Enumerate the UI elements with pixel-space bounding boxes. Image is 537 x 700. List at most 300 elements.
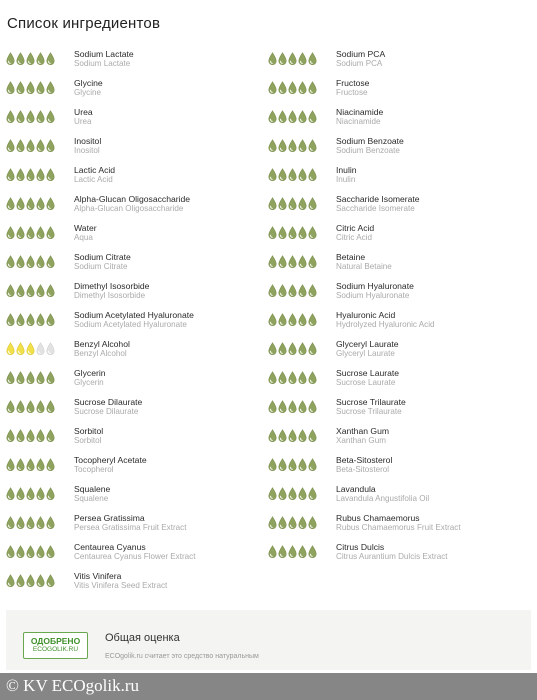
drop-icon [16,574,25,588]
ingredient-row[interactable] [268,74,530,103]
drop-icon [308,81,317,95]
ingredient-inci-name: Inulin [336,175,356,184]
ingredient-inci-name: Sucrose Trilaurate [336,407,402,416]
drop-icon [46,574,55,588]
safety-rating-drops [6,226,58,240]
ingredient-names [336,49,385,69]
ingredient-row[interactable] [6,364,268,393]
drop-icon [298,255,307,269]
drop-icon [308,52,317,66]
drop-icon [46,139,55,153]
ingredient-names [336,397,406,417]
drop-icon [16,429,25,443]
ingredient-name[interactable]: Fructose [336,78,370,88]
ingredient-row[interactable] [268,451,530,480]
safety-rating-drops [268,139,320,153]
ingredient-name[interactable]: Beta-Sitosterol [336,455,393,465]
ingredient-names [336,368,399,388]
ingredient-row[interactable] [6,335,268,364]
drop-icon [46,197,55,211]
drop-icon [36,313,45,327]
ingredient-inci-name: Sodium Citrate [74,262,128,271]
drop-icon [298,52,307,66]
drop-icon [308,139,317,153]
ingredient-name[interactable]: Citrus Dulcis [336,542,385,552]
overall-rating-text: ECOgolik.ru считает это средство натуральным [105,653,259,660]
safety-rating-drops [268,313,320,327]
drop-icon [16,139,25,153]
ingredient-row[interactable] [6,393,268,422]
drop-icon [36,226,45,240]
drop-icon [288,516,297,530]
ingredient-names [336,223,374,243]
ingredient-inci-name: Benzyl Alcohol [74,349,127,358]
ingredient-row[interactable] [6,277,268,306]
ingredient-names [336,426,389,446]
drop-icon [268,52,277,66]
ingredient-inci-name: Dimethyl Isosorbide [74,291,146,300]
drop-icon [46,429,55,443]
drop-icon [288,429,297,443]
ingredient-names [336,281,414,301]
drop-icon [308,545,317,559]
drop-icon [6,516,15,530]
ingredient-name[interactable]: Citric Acid [336,223,375,233]
ingredient-row[interactable] [6,45,268,74]
ingredient-names [336,513,461,533]
drop-icon [308,168,317,182]
safety-rating-drops [6,458,58,472]
drop-icon [6,226,15,240]
drop-icon [288,545,297,559]
ingredients-column-right [268,45,530,567]
safety-rating-drops [6,371,58,385]
ingredient-name[interactable]: Water [74,223,97,233]
ingredient-inci-name: Sucrose Dilaurate [74,407,139,416]
ingredient-inci-name: Hydrolyzed Hyaluronic Acid [336,320,435,329]
drop-icon [308,516,317,530]
approved-badge [23,632,88,659]
drop-icon [268,255,277,269]
ingredient-name[interactable]: Vitis Vinifera [74,571,122,581]
safety-rating-drops [6,255,58,269]
ingredient-inci-name: Citrus Aurantium Dulcis Extract [336,552,448,561]
watermark-text: © KV ECOgolik.ru [6,676,140,695]
ingredient-row[interactable] [268,277,530,306]
ingredient-names [74,426,103,446]
ingredient-name[interactable]: Centaurea Cyanus [74,542,146,552]
ingredient-row[interactable] [268,248,530,277]
ingredient-row[interactable] [268,422,530,451]
ingredient-names [74,513,186,533]
drop-icon [6,487,15,501]
ingredient-row[interactable] [6,306,268,335]
ingredient-name[interactable]: Niacinamide [336,107,384,117]
ingredient-names [336,252,392,272]
ingredient-row[interactable] [6,451,268,480]
ingredient-row[interactable] [268,364,530,393]
approved-badge-line2: ECOGOLIK.RU [32,646,79,653]
ingredient-names [74,194,190,214]
ingredient-names [74,339,130,359]
drop-icon [46,52,55,66]
ingredient-name[interactable]: Squalene [74,484,111,494]
ingredient-inci-name: Glyceryl Laurate [336,349,395,358]
drop-icon [36,574,45,588]
ingredient-names [74,78,103,98]
ingredient-name[interactable]: Inositol [74,136,102,146]
drop-icon [26,342,35,356]
drop-icon [288,313,297,327]
ingredients-list-title: Список ингредиентов [7,15,161,32]
safety-rating-drops [268,226,320,240]
drop-icon [36,371,45,385]
safety-rating-drops [268,284,320,298]
drop-icon [6,429,15,443]
ingredient-name[interactable]: Sodium Citrate [74,252,131,262]
drop-icon [298,284,307,298]
drop-icon [288,371,297,385]
ingredient-inci-name: Glycerin [74,378,104,387]
drop-icon [46,168,55,182]
safety-rating-drops [268,197,320,211]
ingredient-inci-name: Urea [74,117,92,126]
drop-icon [278,487,287,501]
ingredient-name[interactable]: Persea Gratissima [74,513,145,523]
ingredient-names [74,571,167,591]
ingredient-name[interactable]: Lactic Acid [74,165,116,175]
drop-icon [36,429,45,443]
drop-icon [6,574,15,588]
ingredient-name[interactable]: Glyceryl Laurate [336,339,399,349]
drop-icon [288,284,297,298]
drop-icon [288,81,297,95]
ingredient-inci-name: Natural Betaine [336,262,392,271]
ingredient-names [336,542,448,562]
ingredient-row[interactable] [6,480,268,509]
drop-icon [308,313,317,327]
ingredient-names [74,397,142,417]
ingredient-names [74,223,97,243]
ingredient-names [336,136,404,156]
drop-icon [36,487,45,501]
drop-icon [288,168,297,182]
drop-icon [46,545,55,559]
ingredient-inci-name: Squalene [74,494,109,503]
ingredient-row[interactable] [268,393,530,422]
ingredient-row[interactable] [268,132,530,161]
drop-icon [36,342,45,356]
safety-rating-drops [268,110,320,124]
drop-icon [298,516,307,530]
drop-icon [308,429,317,443]
ingredient-names [74,484,110,504]
drop-icon [298,168,307,182]
safety-rating-drops [268,458,320,472]
ingredient-name[interactable]: Alpha-Glucan Oligosaccharide [74,194,191,204]
safety-rating-drops [6,197,58,211]
drop-icon [16,487,25,501]
drop-icon [16,110,25,124]
ingredient-row[interactable] [268,45,530,74]
ingredient-names [336,78,369,98]
drop-icon [26,139,35,153]
ingredient-inci-name: Persea Gratissima Fruit Extract [74,523,187,532]
drop-icon [268,429,277,443]
ingredient-name[interactable]: Lavandula [336,484,376,494]
drop-icon [16,226,25,240]
drop-icon [278,255,287,269]
ingredient-names [74,281,149,301]
drop-icon [298,110,307,124]
drop-icon [6,342,15,356]
drop-icon [46,487,55,501]
drop-icon [16,545,25,559]
drop-icon [46,226,55,240]
drop-icon [308,110,317,124]
ingredient-row[interactable] [6,538,268,567]
ingredient-name[interactable]: Tocopheryl Acetate [74,455,147,465]
drop-icon [268,400,277,414]
ingredients-column-left [6,45,268,596]
ingredient-names [336,484,429,504]
ingredient-inci-name: Sodium Acetylated Hyaluronate [74,320,187,329]
ingredient-name[interactable]: Sucrose Dilaurate [74,397,143,407]
ingredient-names [74,368,106,388]
drop-icon [268,168,277,182]
drop-icon [36,197,45,211]
ingredient-row[interactable] [268,103,530,132]
drop-icon [278,168,287,182]
drop-icon [16,284,25,298]
ingredient-name[interactable]: Rubus Chamaemorus [336,513,420,523]
ingredient-inci-name: Xanthan Gum [336,436,386,445]
ingredient-row[interactable] [268,538,530,567]
drop-icon [308,458,317,472]
drop-icon [26,371,35,385]
ingredient-inci-name: Sodium PCA [336,59,383,68]
drop-icon [298,342,307,356]
drop-icon [6,81,15,95]
drop-icon [308,400,317,414]
drop-icon [278,139,287,153]
drop-icon [26,429,35,443]
safety-rating-drops [6,168,58,182]
drop-icon [26,516,35,530]
ingredient-row[interactable] [268,306,530,335]
safety-rating-drops [6,574,58,588]
drop-icon [16,400,25,414]
ingredient-row[interactable] [6,103,268,132]
drop-icon [298,371,307,385]
ingredient-name[interactable]: Sucrose Trilaurate [336,397,406,407]
safety-rating-drops [268,487,320,501]
overall-rating-panel [6,610,531,670]
drop-icon [278,545,287,559]
ingredient-name[interactable]: Glycerin [74,368,106,378]
drop-icon [6,284,15,298]
ingredient-row[interactable] [268,219,530,248]
drop-icon [16,458,25,472]
drop-icon [36,110,45,124]
ingredient-name[interactable]: Sodium PCA [336,49,386,59]
ingredient-inci-name: Niacinamide [336,117,381,126]
ingredient-inci-name: Sucrose Laurate [336,378,396,387]
safety-rating-drops [268,429,320,443]
ingredient-row[interactable] [6,422,268,451]
ingredient-names [336,194,420,214]
drop-icon [16,197,25,211]
drop-icon [26,110,35,124]
drop-icon [46,342,55,356]
drop-icon [36,545,45,559]
drop-icon [308,342,317,356]
drop-icon [278,516,287,530]
drop-icon [308,371,317,385]
ingredient-name[interactable]: Dimethyl Isosorbide [74,281,150,291]
ingredient-name[interactable]: Betaine [336,252,366,262]
drop-icon [16,516,25,530]
drop-icon [46,371,55,385]
safety-rating-drops [6,284,58,298]
ingredient-name[interactable]: Sodium Acetylated Hyaluronate [74,310,194,320]
ingredient-names [336,339,399,359]
approved-badge-line1: ОДОБРЕНО [30,636,81,646]
safety-rating-drops [6,429,58,443]
drop-icon [298,81,307,95]
drop-icon [308,284,317,298]
ingredient-name[interactable]: Urea [74,107,93,117]
ingredient-row[interactable] [6,219,268,248]
ingredient-inci-name: Saccharide Isomerate [336,204,415,213]
ingredient-name[interactable]: Sodium Benzoate [336,136,404,146]
drop-icon [6,139,15,153]
ingredient-row[interactable] [268,190,530,219]
ingredient-inci-name: Glycine [74,88,101,97]
drop-icon [268,81,277,95]
ingredient-inci-name: Inositol [74,146,100,155]
safety-rating-drops [6,487,58,501]
drop-icon [268,197,277,211]
drop-icon [36,284,45,298]
ingredient-names [336,165,357,185]
ingredient-inci-name: Alpha-Glucan Oligosaccharide [74,204,184,213]
drop-icon [26,255,35,269]
ingredient-name[interactable]: Hyaluronic Acid [336,310,396,320]
drop-icon [278,81,287,95]
drop-icon [46,110,55,124]
drop-icon [46,516,55,530]
ingredient-row[interactable] [268,480,530,509]
ingredient-inci-name: Citric Acid [336,233,372,242]
drop-icon [26,81,35,95]
drop-icon [308,487,317,501]
drop-icon [26,197,35,211]
ingredient-inci-name: Sodium Hyaluronate [336,291,410,300]
safety-rating-drops [6,313,58,327]
ingredient-inci-name: Fructose [336,88,368,97]
drop-icon [26,226,35,240]
drop-icon [278,226,287,240]
safety-rating-drops [268,545,320,559]
ingredient-row[interactable] [6,161,268,190]
drop-icon [278,342,287,356]
ingredient-inci-name: Centaurea Cyanus Flower Extract [74,552,196,561]
ingredient-name[interactable]: Sodium Lactate [74,49,134,59]
ingredient-row[interactable] [6,132,268,161]
drop-icon [268,371,277,385]
drop-icon [16,342,25,356]
drop-icon [298,458,307,472]
drop-icon [6,255,15,269]
drop-icon [36,168,45,182]
drop-icon [278,284,287,298]
safety-rating-drops [6,545,58,559]
drop-icon [6,400,15,414]
drop-icon [288,342,297,356]
ingredient-row[interactable] [6,509,268,538]
drop-icon [46,313,55,327]
drop-icon [298,429,307,443]
ingredient-name[interactable]: Sodium Hyaluronate [336,281,414,291]
drop-icon [298,139,307,153]
ingredient-name[interactable]: Sucrose Laurate [336,368,400,378]
drop-icon [288,255,297,269]
drop-icon [268,110,277,124]
drop-icon [46,81,55,95]
drop-icon [298,313,307,327]
safety-rating-drops [268,400,320,414]
ingredient-name[interactable]: Saccharide Isomerate [336,194,420,204]
drop-icon [268,139,277,153]
drop-icon [16,371,25,385]
drop-icon [46,458,55,472]
drop-icon [278,313,287,327]
drop-icon [26,458,35,472]
drop-icon [268,313,277,327]
drop-icon [46,284,55,298]
safety-rating-drops [268,255,320,269]
ingredient-name[interactable]: Sorbitol [74,426,104,436]
ingredient-row[interactable] [268,509,530,538]
ingredient-row[interactable] [6,74,268,103]
safety-rating-drops [6,52,58,66]
ingredient-row[interactable] [268,335,530,364]
drop-icon [308,255,317,269]
drop-icon [36,139,45,153]
ingredient-row[interactable] [6,567,268,596]
drop-icon [16,52,25,66]
safety-rating-drops [268,81,320,95]
drop-icon [36,81,45,95]
safety-rating-drops [268,168,320,182]
drop-icon [298,487,307,501]
drop-icon [268,516,277,530]
watermark-bar [0,673,537,700]
ingredient-names [74,542,195,562]
ingredient-row[interactable] [6,248,268,277]
ingredient-inci-name: Vitis Vinifera Seed Extract [74,581,168,590]
safety-rating-drops [268,52,320,66]
ingredient-name[interactable]: Benzyl Alcohol [74,339,130,349]
ingredient-name[interactable]: Inulin [336,165,357,175]
ingredient-row[interactable] [6,190,268,219]
ingredient-inci-name: Tocopherol [74,465,114,474]
drop-icon [6,458,15,472]
ingredient-name[interactable]: Xanthan Gum [336,426,390,436]
ingredient-name[interactable]: Glycine [74,78,103,88]
ingredient-row[interactable] [268,161,530,190]
